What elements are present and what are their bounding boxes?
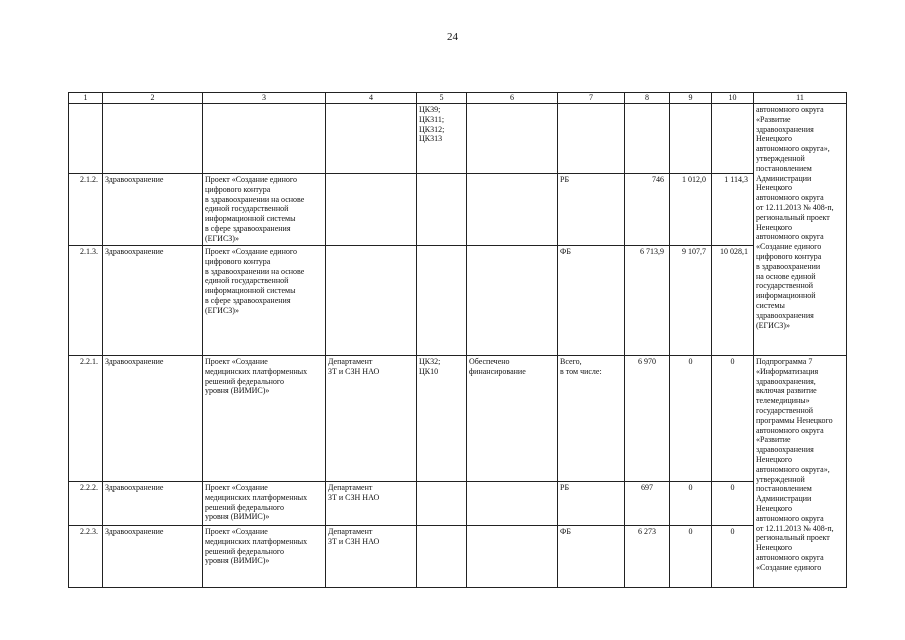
source-cell: РБ	[558, 174, 625, 246]
header-cell: 10	[712, 93, 754, 104]
value-cell: 0	[712, 482, 754, 526]
header-cell: 11	[754, 93, 847, 104]
header-cell: 8	[625, 93, 670, 104]
codes-cell	[417, 526, 467, 588]
source-cell: РБ	[558, 482, 625, 526]
value-cell: 0	[712, 526, 754, 588]
header-row	[69, 93, 847, 104]
value-cell: 9 107,7	[670, 246, 712, 356]
result-cell	[467, 174, 558, 246]
header-cell: 6	[467, 93, 558, 104]
value-cell: 0	[670, 482, 712, 526]
executor-cell	[326, 174, 417, 246]
sector-cell: Здравоохранение	[103, 174, 203, 246]
result-cell	[467, 246, 558, 356]
executor-cell	[326, 246, 417, 356]
row-id: 2.2.3.	[69, 526, 103, 588]
value-cell: 0	[670, 356, 712, 482]
table-row	[69, 246, 847, 356]
header-cell: 5	[417, 93, 467, 104]
table-row	[69, 174, 847, 246]
project-cell: Проект «Создание единого цифрового контура в здравоохранении на основе единой государственной информационной системы в сфере здравоохранения (ЕГИСЗ)»	[203, 174, 326, 246]
project-cell: Проект «Создание медицинских платформенных решений федерального уровня (ВИМИС)»	[203, 356, 326, 482]
source-cell: ФБ	[558, 246, 625, 356]
value-cell: 6 273	[625, 526, 670, 588]
sector-cell: Здравоохранение	[103, 482, 203, 526]
value-cell: 10 028,1	[712, 246, 754, 356]
header-cell: 7	[558, 93, 625, 104]
table-row	[69, 526, 847, 588]
header-cell: 9	[670, 93, 712, 104]
project-cell: Проект «Создание единого цифрового контура в здравоохранении на основе единой государственной информационной системы в сфере здравоохранения (ЕГИСЗ)»	[203, 246, 326, 356]
header-cell: 4	[326, 93, 417, 104]
value-cell: 1 012,0	[670, 174, 712, 246]
codes-cell	[417, 246, 467, 356]
header-cell: 2	[103, 93, 203, 104]
codes-cell: ЦК32; ЦК10	[417, 356, 467, 482]
side-note-cell: автономного округа «Развитие здравоохранения Ненецкого автономного округа», утвержденной постановлением Администрации Ненецкого автономного округа от 12.11.2013 № 408-п, региональный проект Ненецкого автономного округа «Создание единого цифрового контура в здравоохранении на основе единой государственной информационной системы здравоохранения (ЕГИСЗ)»	[754, 104, 847, 356]
header-cell: 1	[69, 93, 103, 104]
source-cell: Всего, в том числе:	[558, 356, 625, 482]
table-row	[69, 482, 847, 526]
executor-cell: Департамент ЗТ и СЗН НАО	[326, 356, 417, 482]
budget-table	[68, 92, 847, 588]
value-cell: 746	[625, 174, 670, 246]
value-cell: 6 970	[625, 356, 670, 482]
value-cell: 0	[712, 356, 754, 482]
header-cell: 3	[203, 93, 326, 104]
codes-cell	[417, 482, 467, 526]
executor-cell: Департамент ЗТ и СЗН НАО	[326, 526, 417, 588]
result-cell	[467, 526, 558, 588]
row-id: 2.2.1.	[69, 356, 103, 482]
result-cell	[467, 482, 558, 526]
executor-cell: Департамент ЗТ и СЗН НАО	[326, 482, 417, 526]
sector-cell: Здравоохранение	[103, 246, 203, 356]
result-cell: Обеспечено финансирование	[467, 356, 558, 482]
table-row	[69, 356, 847, 482]
value-cell: 0	[670, 526, 712, 588]
row-id: 2.1.2.	[69, 174, 103, 246]
value-cell: 1 114,3	[712, 174, 754, 246]
value-cell: 697	[625, 482, 670, 526]
row-id: 2.2.2.	[69, 482, 103, 526]
value-cell: 6 713,9	[625, 246, 670, 356]
side-note-cell: Подпрограмма 7 «Информатизация здравоохранения, включая развитие телемедицины» государственной программы Ненецкого автономного округа «Развитие здравоохранения Ненецкого автономного округа», утвержденной постановлением Администрации Ненецкого автономного округа от 12.11.2013 № 408-п, региональный проект Ненецкого автономного округа «Создание единого	[754, 356, 847, 588]
codes-cell	[417, 174, 467, 246]
page-number: 24	[447, 31, 458, 43]
source-cell: ФБ	[558, 526, 625, 588]
codes-cell: ЦК39; ЦК311; ЦК312; ЦК313	[417, 104, 467, 174]
row-id: 2.1.3.	[69, 246, 103, 356]
sector-cell: Здравоохранение	[103, 356, 203, 482]
project-cell: Проект «Создание медицинских платформенных решений федерального уровня (ВИМИС)»	[203, 482, 326, 526]
sector-cell: Здравоохранение	[103, 526, 203, 588]
project-cell: Проект «Создание медицинских платформенных решений федерального уровня (ВИМИС)»	[203, 526, 326, 588]
continuation-row	[69, 104, 847, 174]
